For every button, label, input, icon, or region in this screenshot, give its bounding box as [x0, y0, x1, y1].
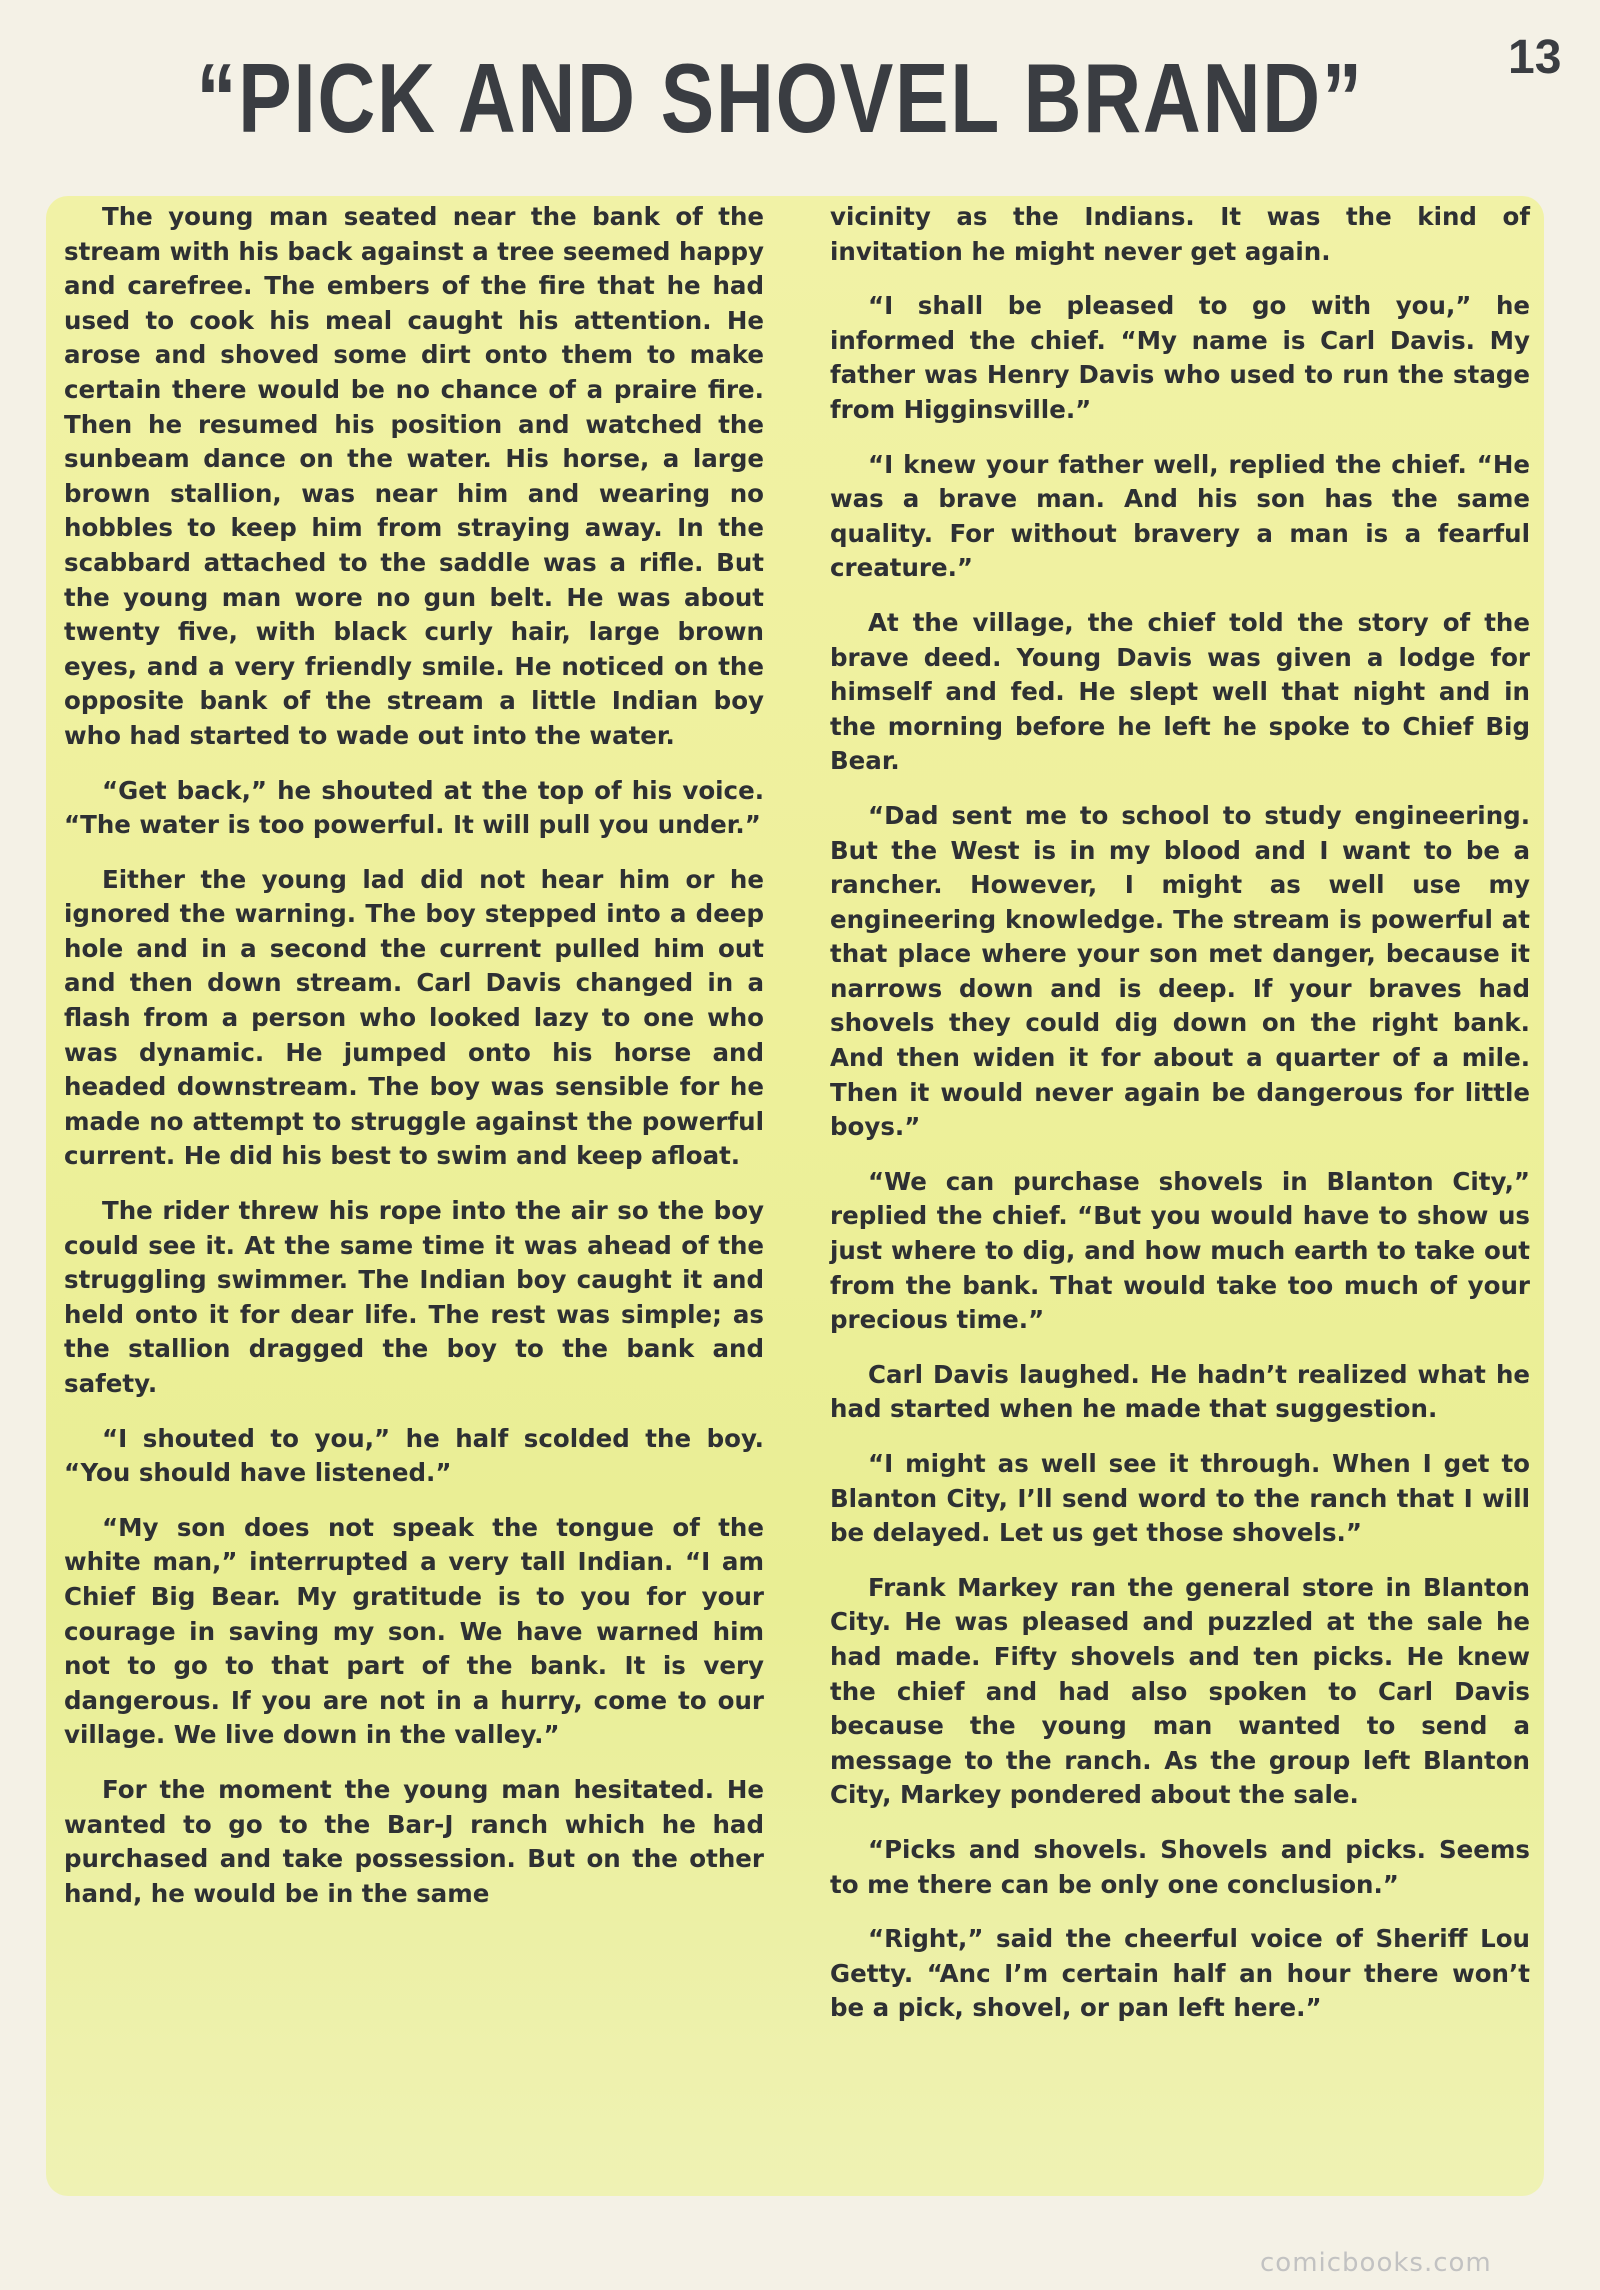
- paragraph: Either the young lad did not hear him or he ignored the warning. The boy stepped into a deep hole and in a second the current pulled him out and then down stream. Carl Davis changed in a flash from a person who looked lazy to one who was dynamic. He jumped onto his horse and headed downstream. The boy was sensible for he made no attempt to struggle against the powerful current. He did his best to swim and keep afloat.: [64, 864, 764, 1171]
- story-title: “PICK AND SHOVEL BRAND”: [196, 43, 1364, 153]
- page-number: 13: [1508, 31, 1562, 84]
- paragraph: “Dad sent me to school to study engineering. But the West is in my blood and I want to be a rancher. However, I might as well use my engineering knowledge. The stream is powerful at that place where your son met danger, because it narrows down and is deep. If your braves had shovels they could dig down on the right bank. And then widen it for about a quarter of a mile. Then it would never again be dangerous for little boys.”: [830, 800, 1530, 1142]
- paragraph: The rider threw his rope into the air so the boy could see it. At the same time it was ahead of the struggling swimmer. The Indian boy caught it and held onto it for dear life. The rest was simple; as the stallion dragged the boy to the bank and safety.: [64, 1196, 764, 1398]
- paragraph: “I shall be pleased to go with you,” he informed the chief. “My name is Carl Davis. My father was Henry Davis who used to run the stage from Higginsville.”: [830, 291, 1530, 424]
- paragraph: Frank Markey ran the general store in Blanton City. He was pleased and puzzled at the sale he had made. Fifty shovels and ten picks. He knew the chief and had also spoken to Carl Davis because the young man wanted to send a message to the ranch. As the group left Blanton City, Markey pondered about the sale.: [830, 1572, 1530, 1810]
- paragraph: For the moment the young man hesitated. He wanted to go to the Bar-J ranch which he had purchased and take possession. But on the other hand, he would be in the same: [64, 1774, 764, 1908]
- paragraph: Carl Davis laughed. He hadn’t realized what he had started when he made that suggestion.: [830, 1359, 1530, 1424]
- right-text-column: [830, 200, 1530, 2046]
- site-watermark: comicbooks.com: [1260, 2248, 1492, 2278]
- paragraph: vicinity as the Indians. It was the kind of invitation he might never get again.: [830, 202, 1530, 266]
- paragraph: “I might as well see it through. When I get to Blanton City, I’ll send word to the ranch that I will be delayed. Let us get those shovels.”: [830, 1449, 1530, 1548]
- paragraph: “Get back,” he shouted at the top of his voice. “The water is too powerful. It will pull you under.”: [64, 775, 764, 840]
- paragraph: “My son does not speak the tongue of the white man,” interrupted a very tall Indian. “I am Chief Big Bear. My gratitude is to you for your courage in saving my son. We have warned him not to go to that part of the bank. It is very dangerous. If you are not in a hurry, come to our village. We live down in the valley.”: [64, 1512, 764, 1750]
- left-text-column: [64, 200, 764, 1931]
- paragraph: “Picks and shovels. Shovels and picks. Seems to me there can be only one conclusion.”: [830, 1834, 1530, 1899]
- paragraph: The young man seated near the bank of the stream with his back against a tree seemed happy and carefree. The embers of the fire that he had used to cook his meal caught his attention. He arose and shoved some dirt onto them to make certain there would be no chance of a praire fire. Then he resumed his position and watched the sunbeam dance on the water. His horse, a large brown stallion, was near him and wearing no hobbles to keep him from straying away. In the scabbard attached to the saddle was a rifle. But the young man wore no gun belt. He was about twenty five, with black curly hair, large brown eyes, and a very friendly smile. He noticed on the opposite bank of the stream a little Indian boy who had started to wade out into the water.: [64, 202, 764, 750]
- paragraph: “Right,” said the cheerful voice of Sheriff Lou Getty. “Anc I’m certain half an hour there won’t be a pick, shovel, or pan left here.”: [830, 1924, 1530, 2023]
- paragraph: “I shouted to you,” he half scolded the boy. “You should have listened.”: [64, 1423, 764, 1488]
- paragraph: “We can purchase shovels in Blanton City,” replied the chief. “But you would have to show us just where to dig, and how much earth to take out from the bank. That would take too much of your precious time.”: [830, 1166, 1530, 1335]
- paragraph: At the village, the chief told the story of the brave deed. Young Davis was given a lodge for himself and fed. He slept well that night and in the morning before he left he spoke to Chief Big Bear.: [830, 607, 1530, 776]
- paragraph: “I knew your father well, replied the chief. “He was a brave man. And his son has the same quality. For without bravery a man is a fearful creature.”: [830, 449, 1530, 583]
